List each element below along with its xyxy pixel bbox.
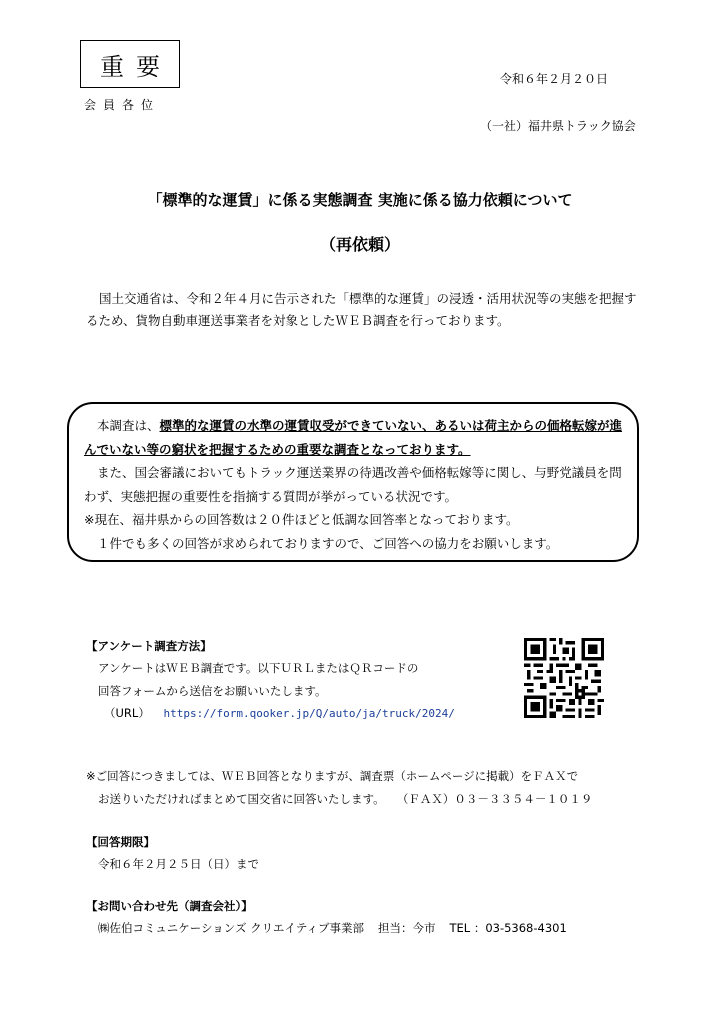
intro-paragraph xyxy=(86,288,646,332)
intro-text: 国土交通省は、令和２年４月に告示された「標準的な運賃」の浸透・活用状況等の実態を把握するため、貨物自動車運送事業者を対象としたＷＥＢ調査を行っております。 xyxy=(86,291,637,328)
document-subtitle: （再依頼） xyxy=(319,235,400,254)
fax-note-line-1: ※ご回答につきましては、ＷＥＢ回答となりますが、調査票（ホームページに掲載）をＦＡＸで xyxy=(86,769,579,783)
notice-paragraph-2 xyxy=(84,461,634,508)
url-label: （URL） xyxy=(104,706,150,720)
notice-p4-text: １件でも多くの回答が求められておりますので、ご回答への協力をお願いします。 xyxy=(97,535,559,551)
important-stamp: 重要 xyxy=(80,40,180,88)
qr-code-icon[interactable] xyxy=(524,638,604,718)
contact-company: ㈱佐伯コミュニケーションズ クリエイティブ事業部 xyxy=(98,921,364,935)
recipients-label: 会員各位 xyxy=(84,98,161,112)
issue-date: 令和６年２月２０日 xyxy=(500,72,609,86)
survey-url-link[interactable]: https://form.qooker.jp/Q/auto/ja/truck/2024/ xyxy=(163,707,455,720)
fax-number: （ＦＡＸ）０３－３３５４－１０１９ xyxy=(402,792,593,806)
contact-line xyxy=(98,920,567,936)
notice-paragraph-1 xyxy=(84,414,634,461)
notice-p2-text: また、国会審議においてもトラック運送業界の待遇改善や価格転嫁等に関し、与野党議員を問わず、実態把握の重要性を指摘する質問が挙がっている状況です。 xyxy=(84,465,622,504)
contact-person: 担当：今市 xyxy=(377,921,436,935)
document-title: 「標準的な運賃」に係る実態調査 実施に係る協力依頼について xyxy=(147,191,573,209)
sender-organization: （一社）福井県トラック協会 xyxy=(480,119,636,133)
survey-heading: 【アンケート調査方法】 xyxy=(86,639,212,653)
deadline-heading: 【回答期限】 xyxy=(86,835,155,849)
contact-heading: 【お問い合わせ先（調査会社）】 xyxy=(86,899,253,913)
fax-note-line-2 xyxy=(98,791,592,807)
notice-paragraph-4 xyxy=(84,532,634,556)
notice-p1-emphasis: 標準的な運賃の水準の運賃収受ができていない、あるいは荷主からの価格転嫁が進んでいない等の窮状を把握するための重要な調査となっております。 xyxy=(84,418,623,457)
notice-paragraph-3: ※現在、福井県からの回答数は２０件ほどと低調な回答率となっております。 xyxy=(84,512,519,527)
fax-note-text: お送りいただければまとめて国交省に回答いたします。 xyxy=(98,792,385,806)
contact-tel: TEL ：03-5368-4301 xyxy=(449,921,567,935)
notice-text xyxy=(84,414,634,555)
notice-p1-prefix: 本調査は、 xyxy=(97,418,160,433)
survey-line-2: 回答フォームから送信をお願いいたします。 xyxy=(98,684,327,698)
survey-line-1: アンケートはＷＥＢ調査です。以下ＵＲＬまたはＱＲコードの xyxy=(98,661,419,675)
deadline-date: 令和６年２月２５日（日）まで xyxy=(98,857,259,871)
survey-url-row xyxy=(104,705,455,721)
